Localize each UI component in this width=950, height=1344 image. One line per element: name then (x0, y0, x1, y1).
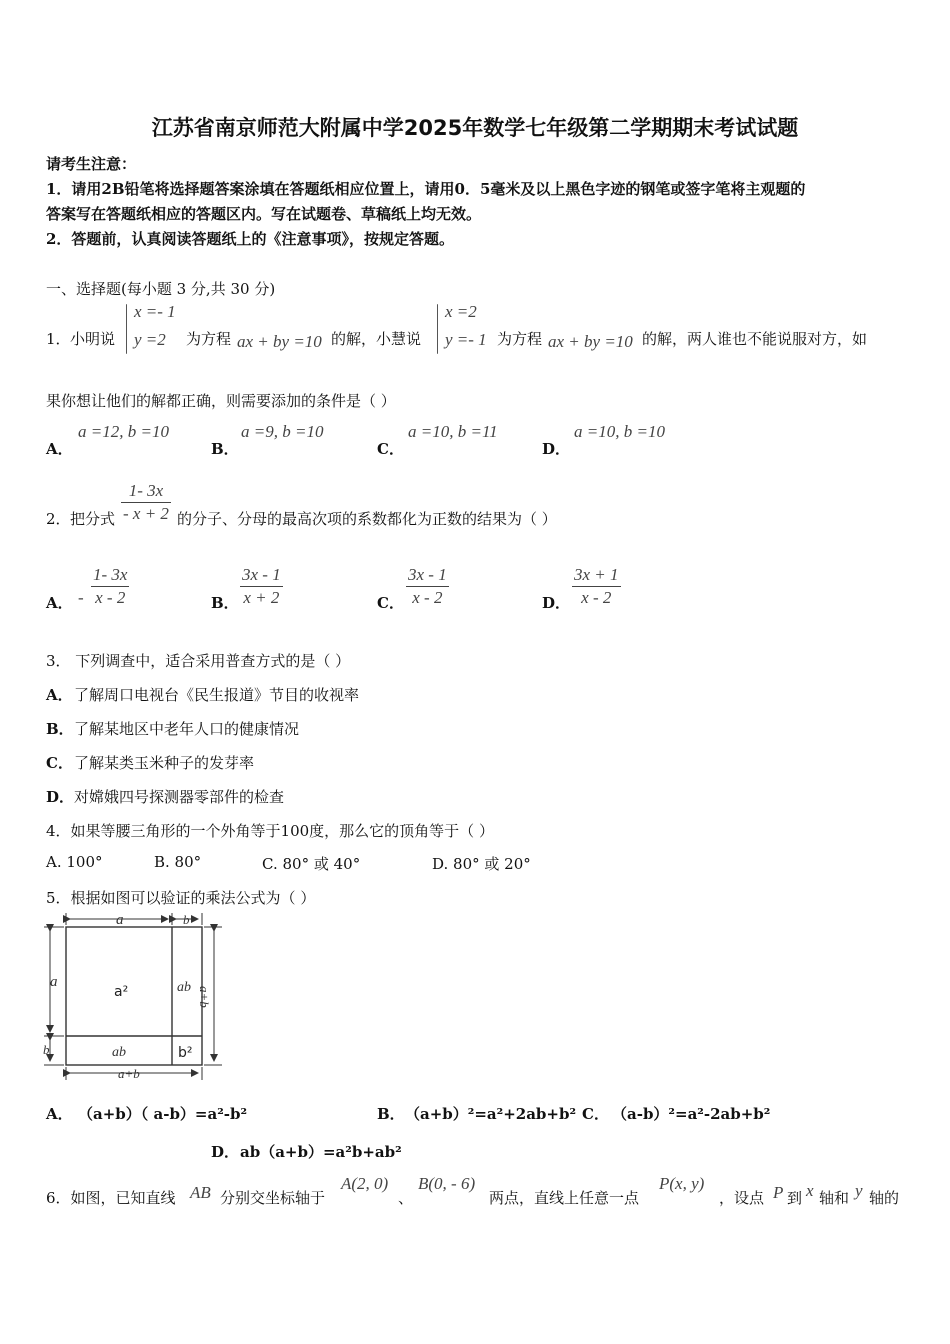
figure-label-top-b: b (183, 912, 190, 927)
q6-var-x: x (806, 1181, 814, 1200)
figure-label-bottom: a+b (118, 1066, 140, 1081)
q5-option-a-label: A． (46, 1105, 73, 1123)
q2-option-a-sign: - (78, 588, 84, 607)
q3-stem: 3． 下列调查中，适合采用普查方式的是（ ） (46, 652, 351, 670)
q1-text-4: 为方程 (497, 330, 543, 348)
q5-option-c-label: C． (582, 1105, 609, 1123)
q6-point-a: A(2, 0) (341, 1174, 389, 1193)
q5-square-figure (40, 910, 230, 1085)
figure-label-right: a+b (197, 986, 212, 1008)
notice-line-1a: 1．请用2B铅笔将选择题答案涂填在答题纸相应位置上，请用0．5毫米及以上黑色字迹的钢笔或签字笔将主观题的 (46, 180, 806, 198)
q1-option-a: a =12, b =10 (78, 422, 169, 441)
q1-text-1: 小明说 (70, 330, 116, 348)
q6-point-b: B(0, - 6) (418, 1174, 476, 1193)
q3-option-d: 对嫦娥四号探测器零部件的检查 (74, 788, 285, 806)
q6-text-7: 轴的 (869, 1189, 900, 1207)
q3-option-a-label: A． (46, 686, 73, 704)
q1-system2-x: x =2 (445, 302, 477, 321)
q2-option-c-numerator: 3x - 1 (406, 564, 449, 587)
q2-option-d-denominator: x - 2 (581, 588, 612, 607)
q1-option-a-label: A． (46, 440, 73, 458)
q2-option-d-label: D． (542, 594, 571, 612)
q4-option-c: C. 80° 或 40° (262, 855, 361, 873)
q1-text-2: 为方程 (186, 330, 232, 348)
q3-option-d-label: D． (46, 788, 75, 806)
q2-option-c-fraction (406, 564, 449, 609)
q3-option-b-label: B． (46, 720, 74, 738)
q2-option-c-denominator: x - 2 (412, 588, 443, 607)
q2-fraction (121, 480, 171, 525)
q2-fraction-denominator: - x + 2 (123, 504, 169, 523)
figure-label-left-a: a (50, 974, 58, 990)
figure-label-top-a: a (116, 912, 124, 928)
q3-option-c-label: C． (46, 754, 73, 772)
q5-option-b: （a+b）²=a²+2ab+b² (405, 1105, 577, 1123)
q2-option-c-label: C． (377, 594, 404, 612)
q4-stem: 4．如果等腰三角形的一个外角等于100度，那么它的顶角等于（ ） (46, 822, 494, 840)
q5-stem: 5．根据如图可以验证的乘法公式为（ ） (46, 889, 316, 907)
q6-text-4: ，设点 (719, 1189, 765, 1207)
q6-text-3: 两点，直线上任意一点 (489, 1189, 640, 1207)
q1-option-d: a =10, b =10 (574, 422, 665, 441)
q6-point-p: P(x, y) (659, 1174, 705, 1193)
q3-option-b: 了解某地区中老年人口的健康情况 (74, 720, 300, 738)
q2-fraction-numerator: 1- 3x (121, 480, 171, 503)
q2-option-b-label: B． (211, 594, 239, 612)
q1-text-3: 的解，小慧说 (331, 330, 422, 348)
q6-var-y: y (855, 1181, 863, 1200)
figure-cell-ab-bottom: ab (112, 1045, 126, 1060)
figure-cell-a2: a² (114, 984, 129, 1000)
q2-option-d-numerator: 3x + 1 (572, 564, 621, 587)
q3-option-a: 了解周口电视台《民生报道》节目的收视率 (74, 686, 360, 704)
notice-heading: 请考生注意： (46, 155, 137, 173)
q1-number: 1． (46, 330, 71, 348)
q6-line-ab: AB (190, 1183, 211, 1202)
q4-option-a: A. 100° (46, 853, 103, 871)
q1-option-c: a =10, b =11 (408, 422, 498, 441)
q1-option-b-label: B． (211, 440, 239, 458)
q2-option-a-label: A． (46, 594, 73, 612)
q4-option-b: B. 80° (154, 853, 202, 871)
figure-cell-ab-right: ab (177, 980, 191, 995)
q1-option-b: a =9, b =10 (241, 422, 324, 441)
section-heading: 一、选择题(每小题 3 分,共 30 分) (46, 280, 276, 298)
q6-separator: 、 (398, 1189, 414, 1207)
figure-cell-b2: b² (178, 1045, 193, 1061)
figure-label-left-b: b (43, 1042, 50, 1057)
q1-line-2: 果你想让他们的解都正确，则需要添加的条件是（ ） (46, 392, 396, 410)
q5-option-c: （a-b）²=a²-2ab+b² (612, 1105, 771, 1123)
q6-text-5: 到 (787, 1189, 803, 1207)
q1-text-5: 的解，两人谁也不能说服对方，如 (642, 330, 868, 348)
q6-text-6: 轴和 (819, 1189, 850, 1207)
q1-equation-1: ax + by =10 (237, 332, 322, 351)
q2-option-b-denominator: x + 2 (243, 588, 280, 607)
q1-system-brace-2 (437, 304, 438, 354)
q5-option-d-label: D． (211, 1143, 240, 1161)
q6-text-1: 6．如图，已知直线 (46, 1189, 176, 1207)
q5-option-d: ab（a+b）=a²b+ab² (240, 1143, 402, 1161)
q2-option-a-denominator: x - 2 (95, 588, 126, 607)
q3-option-c: 了解某类玉米种子的发芽率 (74, 754, 255, 772)
q1-system-brace-1 (126, 304, 127, 354)
q6-text-2: 分别交坐标轴于 (220, 1189, 326, 1207)
q4-option-d: D. 80° 或 20° (432, 855, 531, 873)
q2-text-2: 的分子、分母的最高次项的系数都化为正数的结果为（ ） (177, 510, 557, 528)
q6-var-p: P (773, 1183, 784, 1202)
notice-line-2: 2．答题前，认真阅读答题纸上的《注意事项》，按规定答题。 (46, 230, 454, 248)
q2-text-1: 把分式 (70, 510, 116, 528)
q2-option-b-numerator: 3x - 1 (240, 564, 283, 587)
q5-option-b-label: B． (377, 1105, 405, 1123)
q1-system1-x: x =- 1 (134, 302, 176, 321)
q2-option-a-fraction (91, 564, 129, 609)
q5-option-a: （a+b）（ a-b）=a²-b² (78, 1105, 248, 1123)
notice-line-1b: 答案写在答题纸相应的答题区内。写在试题卷、草稿纸上均无效。 (46, 205, 482, 223)
page-title: 江苏省南京师范大附属中学2025年数学七年级第二学期期末考试试题 (151, 116, 799, 140)
q2-option-d-fraction (572, 564, 621, 609)
q2-option-b-fraction (240, 564, 283, 609)
q1-option-d-label: D． (542, 440, 571, 458)
q1-option-c-label: C． (377, 440, 404, 458)
q2-option-a-numerator: 1- 3x (91, 564, 129, 587)
q2-number: 2． (46, 510, 71, 528)
q1-equation-2: ax + by =10 (548, 332, 633, 351)
q1-system2-y: y =- 1 (445, 330, 487, 349)
q1-system1-y: y =2 (134, 330, 166, 349)
